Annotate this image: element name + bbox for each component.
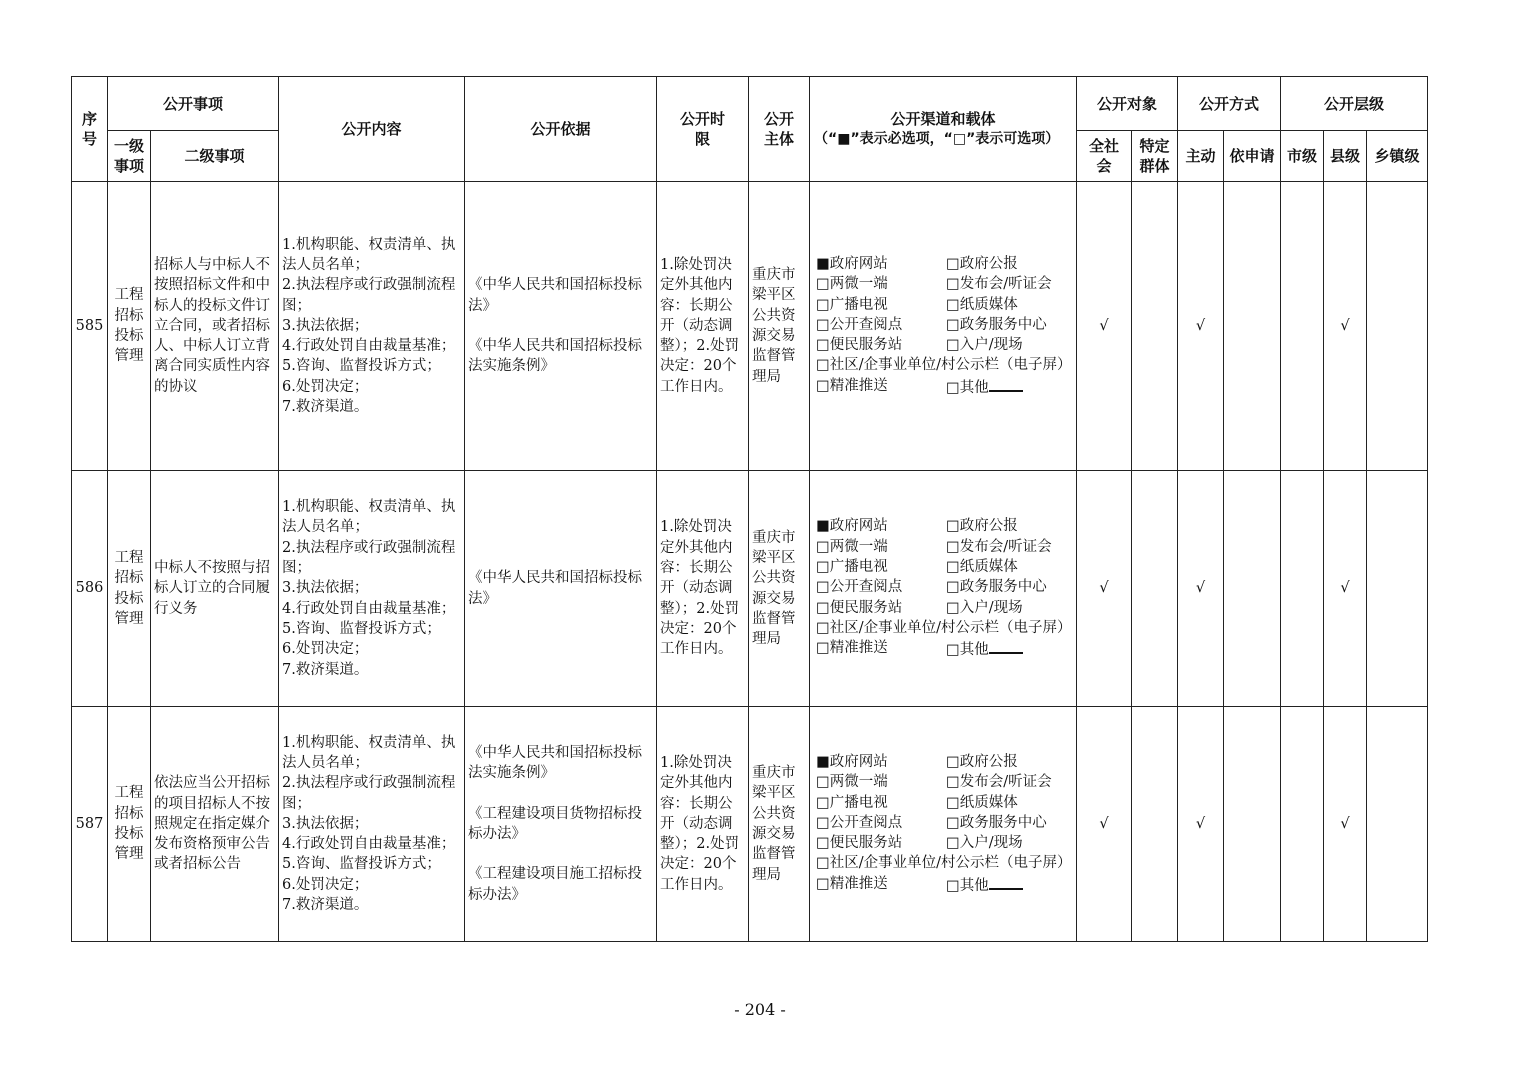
- channel-option: □精准推送: [816, 640, 888, 657]
- header-channel-title: 公开渠道和载体: [890, 110, 996, 128]
- channel-option: □公开查阅点: [816, 814, 903, 831]
- row-seq: 586: [72, 471, 108, 707]
- content-line: 2.执法程序或行政强制流程图；: [282, 775, 456, 812]
- channel-option: □发布会/听证会: [946, 538, 1052, 555]
- empty-cell: [1281, 471, 1324, 707]
- row-level2: 中标人不按照与招标人订立的合同履行义务: [151, 471, 279, 707]
- content-line: 2.执法程序或行政强制流程图；: [282, 539, 456, 577]
- header-channel: [810, 77, 1077, 182]
- check-level-county: √: [1324, 707, 1367, 942]
- content-line: 6.处罚决定；: [282, 378, 369, 395]
- header-level: 公开层级: [1281, 77, 1428, 131]
- table-row: [72, 707, 1428, 942]
- check-mode-active: √: [1178, 707, 1224, 942]
- check-mode-active: √: [1178, 471, 1224, 707]
- channel-option-other: □其他: [946, 874, 1076, 896]
- basis-item: 《工程建设项目施工招标投标办法》: [468, 866, 643, 903]
- header-basis: 公开依据: [465, 77, 657, 182]
- row-channels: [810, 182, 1077, 471]
- row-basis: [465, 707, 657, 942]
- empty-cell: [1367, 471, 1428, 707]
- channel-option: □入户/现场: [946, 337, 1023, 354]
- row-basis: [465, 182, 657, 471]
- channel-option: □两微一端: [816, 276, 888, 293]
- header-content: 公开内容: [279, 77, 465, 182]
- empty-cell: [1367, 182, 1428, 471]
- channel-option: □便民服务站: [816, 835, 903, 852]
- channel-option: □两微一端: [816, 538, 888, 555]
- channel-option: □精准推送: [816, 377, 888, 394]
- row-timelimit: 1.除处罚决定外其他内容：长期公开（动态调整）；2.处罚决定：20个工作日内。: [657, 182, 749, 471]
- channel-option: □广播电视: [816, 296, 888, 313]
- content-line: 7.救济渠道。: [282, 661, 369, 678]
- row-subject: 重庆市梁平区公共资源交易监督管理局: [749, 707, 810, 942]
- channel-option: □纸质媒体: [946, 794, 1018, 811]
- empty-cell: [1132, 182, 1178, 471]
- channel-option: □便民服务站: [816, 599, 903, 616]
- content-line: 6.处罚决定；: [282, 641, 369, 658]
- empty-cell: [1281, 707, 1324, 942]
- check-level-county: √: [1324, 471, 1367, 707]
- header-timelimit: 公开时限: [657, 77, 749, 182]
- header-target: 公开对象: [1077, 77, 1178, 131]
- channel-option: □发布会/听证会: [946, 774, 1052, 791]
- header-level2: 二级事项: [151, 131, 279, 182]
- row-timelimit: 1.除处罚决定外其他内容：长期公开（动态调整）；2.处罚决定：20个工作日内。: [657, 471, 749, 707]
- header-level-city: 市级: [1281, 131, 1324, 182]
- channel-option: □广播电视: [816, 559, 888, 576]
- empty-cell: [1132, 707, 1178, 942]
- channel-option: □社区/企事业单位/村公示栏（电子屏）: [816, 855, 1072, 872]
- channel-option: □公开查阅点: [816, 579, 903, 596]
- channel-option: □社区/企事业单位/村公示栏（电子屏）: [816, 619, 1072, 636]
- row-level2: 招标人与中标人不按照招标文件和中标人的投标文件订立合同，或者招标人、中标人订立背离合同实质性内容的协议: [151, 182, 279, 471]
- row-seq: 585: [72, 182, 108, 471]
- channel-option: ■政府网站: [816, 518, 888, 535]
- header-target-all: 全社会: [1077, 131, 1132, 182]
- basis-item: 《中华人民共和国招标投标法实施条例》: [468, 745, 643, 782]
- content-line: 1.机构职能、权责清单、执法人员名单；: [282, 236, 456, 273]
- channel-option: □入户/现场: [946, 599, 1023, 616]
- row-level1: 工程招标投标管理: [108, 471, 151, 707]
- empty-cell: [1224, 471, 1281, 707]
- basis-item: 《中华人民共和国招标投标法》: [468, 570, 643, 607]
- channel-option: □政务服务中心: [946, 579, 1047, 596]
- row-channels: [810, 707, 1077, 942]
- header-level1: 一级事项: [108, 131, 151, 182]
- empty-cell: [1224, 707, 1281, 942]
- table-row: [72, 471, 1428, 707]
- check-level-county: √: [1324, 182, 1367, 471]
- row-content: [279, 182, 465, 471]
- channel-option: ■政府网站: [816, 753, 888, 770]
- header-level-town: 乡镇级: [1367, 131, 1428, 182]
- row-level1: 工程招标投标管理: [108, 182, 151, 471]
- empty-cell: [1224, 182, 1281, 471]
- header-mode: 公开方式: [1178, 77, 1281, 131]
- table-row: [72, 182, 1428, 471]
- channel-option: □纸质媒体: [946, 296, 1018, 313]
- disclosure-table: [71, 76, 1428, 942]
- row-channels: [810, 471, 1077, 707]
- content-line: 5.咨询、监督投诉方式；: [282, 856, 441, 873]
- row-content: [279, 471, 465, 707]
- empty-cell: [1367, 707, 1428, 942]
- header-items: 公开事项: [108, 77, 279, 131]
- channel-option-other: □其他: [946, 376, 1076, 398]
- content-line: 3.执法依据；: [282, 580, 369, 597]
- content-line: 1.机构职能、权责清单、执法人员名单；: [282, 499, 456, 536]
- channel-option: □公开查阅点: [816, 316, 903, 333]
- header-mode-apply: 依申请: [1224, 131, 1281, 182]
- row-subject: 重庆市梁平区公共资源交易监督管理局: [749, 471, 810, 707]
- content-line: 4.行政处罚自由裁量基准；: [282, 836, 456, 853]
- header-seq: 序号: [72, 77, 108, 182]
- row-level2: 依法应当公开招标的项目招标人不按照规定在指定媒介发布资格预审公告或者招标公告: [151, 707, 279, 942]
- channel-option: □政府公报: [946, 255, 1018, 272]
- check-target-all: √: [1077, 471, 1132, 707]
- basis-item: 《中华人民共和国招标投标法实施条例》: [468, 338, 643, 375]
- channel-option: □两微一端: [816, 774, 888, 791]
- channel-option: □精准推送: [816, 875, 888, 892]
- check-target-all: √: [1077, 182, 1132, 471]
- page-number: - 204 -: [734, 1000, 786, 1019]
- check-mode-active: √: [1178, 182, 1224, 471]
- header-target-specific: 特定群体: [1132, 131, 1178, 182]
- channel-option: □政务服务中心: [946, 814, 1047, 831]
- row-basis: [465, 471, 657, 707]
- header-mode-active: 主动: [1178, 131, 1224, 182]
- content-line: 1.机构职能、权责清单、执法人员名单；: [282, 734, 456, 771]
- channel-option: □广播电视: [816, 794, 888, 811]
- channel-option: □政府公报: [946, 753, 1018, 770]
- row-subject: 重庆市梁平区公共资源交易监督管理局: [749, 182, 810, 471]
- channel-option: □发布会/听证会: [946, 276, 1052, 293]
- check-target-all: √: [1077, 707, 1132, 942]
- row-seq: 587: [72, 707, 108, 942]
- basis-item: 《中华人民共和国招标投标法》: [468, 277, 643, 314]
- row-content: [279, 707, 465, 942]
- content-line: 5.咨询、监督投诉方式；: [282, 358, 441, 375]
- content-line: 7.救济渠道。: [282, 897, 369, 914]
- header-subject: 公开主体: [749, 77, 810, 182]
- row-timelimit: 1.除处罚决定外其他内容：长期公开（动态调整）；2.处罚决定：20个工作日内。: [657, 707, 749, 942]
- header-level-county: 县级: [1324, 131, 1367, 182]
- content-line: 4.行政处罚自由裁量基准；: [282, 600, 456, 617]
- row-level1: 工程招标投标管理: [108, 707, 151, 942]
- content-line: 2.执法程序或行政强制流程图；: [282, 277, 456, 314]
- content-line: 3.执法依据；: [282, 317, 369, 334]
- channel-option: □便民服务站: [816, 337, 903, 354]
- content-line: 4.行政处罚自由裁量基准；: [282, 338, 456, 355]
- content-line: 6.处罚决定；: [282, 876, 369, 893]
- channel-option: □政务服务中心: [946, 316, 1047, 333]
- basis-item: 《工程建设项目货物招标投标办法》: [468, 805, 643, 842]
- channel-option: □入户/现场: [946, 835, 1023, 852]
- channel-option: □社区/企事业单位/村公示栏（电子屏）: [816, 357, 1072, 374]
- channel-option: ■政府网站: [816, 255, 888, 272]
- channel-option: □政府公报: [946, 518, 1018, 535]
- empty-cell: [1132, 471, 1178, 707]
- empty-cell: [1281, 182, 1324, 471]
- content-line: 5.咨询、监督投诉方式；: [282, 620, 441, 637]
- header-channel-note: （“■”表示必选项，“□”表示可选项）: [814, 131, 1060, 147]
- channel-option-other: □其他: [946, 638, 1076, 660]
- channel-option: □纸质媒体: [946, 559, 1018, 576]
- content-line: 7.救济渠道。: [282, 399, 369, 416]
- content-line: 3.执法依据；: [282, 815, 369, 832]
